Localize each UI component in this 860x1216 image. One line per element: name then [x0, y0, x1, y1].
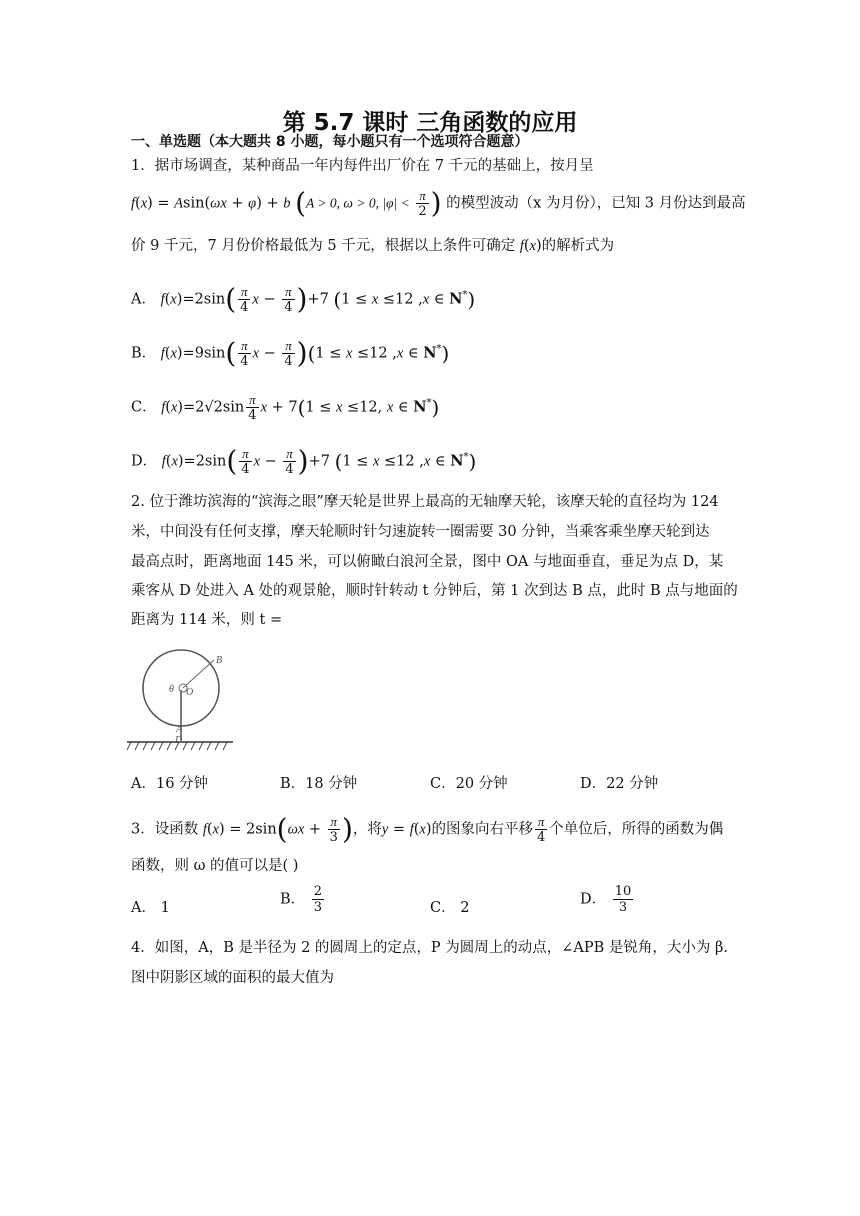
q1-option-c[interactable]: C． f(x)=2√2sin $\frac{\pi}{4}$ x + 7(1 ≤ x ≤12, x ∈ N*) [131, 392, 440, 423]
q1-line2-tail: 的模型波动（x 为月份），已知 3 月份达到最高 [446, 195, 746, 212]
q1-line1: 1．据市场调查，某种商品一年内每件出厂价在 7 千元的基础上，按月呈 [131, 158, 594, 174]
q4-line2: 图中阴影区域的面积的最大值为 [131, 970, 334, 986]
section-heading: 一、单选题（本大题共 8 小题，每小题只有一个选项符合题意） [131, 134, 529, 150]
q2-line4: 乘客从 D 处进入 A 处的观景舱，顺时针转动 t 分钟后，第 1 次到达 B 点，此时 B 点与地面的 [131, 583, 738, 599]
label-d: D [175, 735, 183, 746]
q1-option-d[interactable]: D． f(x)=2sin( $\frac{\pi}{4}$ x − $\frac{\pi}{4}$ )+7 (1 ≤ x ≤12 ,x ∈ N*) [131, 444, 477, 478]
q2-option-a[interactable]: A．16 分钟 [131, 776, 209, 792]
q1-line3: 价 9 千元，7 月份价格最低为 5 千元，根据以上条件可确定 f(x)的解析式为 [131, 238, 615, 254]
q2-line1: 2. 位于潍坊滨海的“滨海之眼”摩天轮是世界上最高的无轴摩天轮，该摩天轮的直径均为 124 [131, 494, 719, 510]
q1-option-b[interactable]: B． f(x)=9sin( $\frac{\pi}{4}$ x − $\frac{\pi}{4}$ )(1 ≤ x ≤12 ,x ∈ N*) [131, 336, 450, 370]
q3-option-c[interactable]: C． 2 [430, 900, 470, 916]
label-b: B [216, 655, 223, 666]
q3-option-a[interactable]: A． 1 [131, 900, 170, 916]
q2-option-d[interactable]: D．22 分钟 [580, 776, 659, 792]
label-o: O [186, 687, 194, 698]
ferris-wheel-diagram [127, 644, 237, 756]
q3-line1: 3．设函数 f(x) = 2sin(ωx + $\frac{\pi}{3}$ )，将y = f(x)的图象向右平移 $\frac{\pi}{4}$ 个单位后，所得的函数为偶 [131, 812, 724, 846]
q2-option-c[interactable]: C．20 分钟 [430, 776, 508, 792]
q4-line1: 4．如图，A，B 是半径为 2 的圆周上的定点，P 为圆周上的动点，∠APB 是锐角，大小为 β. [131, 940, 729, 956]
label-theta: θ [169, 684, 174, 695]
q1-line2: f(x) = Asin(ωx + φ) + b (A > 0, ω > 0, |φ| < $\frac{\pi}{2}$ ) 的模型波动（x 为月份），已知 3 月份达到最高 [131, 186, 746, 220]
q2-line2: 米，中间没有任何支撑，摩天轮顺时针匀速旋转一圈需要 30 分钟，当乘客乘坐摩天轮到达 [131, 524, 710, 540]
radius-ob [183, 660, 214, 688]
q2-line3: 最高点时，距离地面 145 米，可以俯瞰白浪河全景，图中 OA 与地面垂直，垂足为点 D，某 [131, 554, 724, 570]
q2-line5: 距离为 114 米，则 t = [131, 612, 283, 628]
page-title: 第 5.7 课时 三角函数的应用 [282, 110, 578, 136]
pi-over-2-fraction: $\frac{\pi}{2}$ [418, 188, 427, 219]
q2-option-b[interactable]: B．18 分钟 [280, 776, 358, 792]
q3-option-b[interactable]: B． $\frac{2}{3}$ [280, 884, 323, 915]
q1-option-a[interactable]: A． f(x)=2sin( $\frac{\pi}{4}$ x − $\frac{\pi}{4}$ )+7 (1 ≤ x ≤12 ,x ∈ N*) [131, 282, 476, 316]
q3-line2: 函数，则 ω 的值可以是( ) [131, 858, 299, 874]
ferris-wheel-figure [127, 644, 237, 756]
label-a: A [176, 724, 183, 735]
q3-option-d[interactable]: D． $\frac{10}{3}$ [580, 884, 632, 915]
